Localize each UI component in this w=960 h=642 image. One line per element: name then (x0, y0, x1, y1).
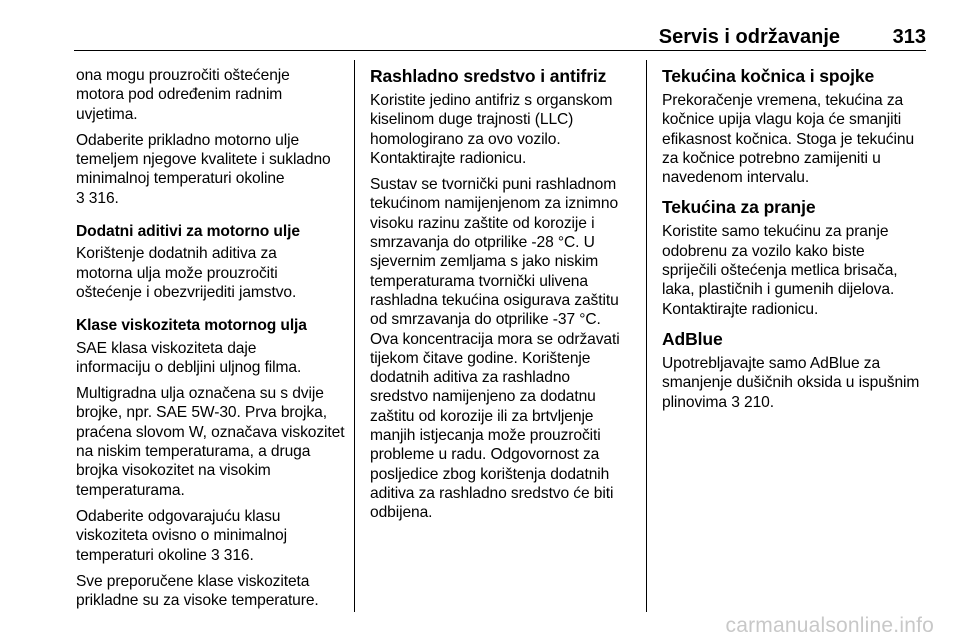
watermark: carmanualsonline.info (725, 614, 934, 637)
section-heading: AdBlue (662, 328, 723, 349)
paragraph (76, 131, 348, 208)
section-heading: Tekućina za pranje (662, 197, 816, 218)
paragraph: Sve preporučene klase viskoziteta prikladne su za visoke temperature. (76, 572, 319, 610)
paragraph: SAE klasa viskoziteta daje informaciju o debljini uljnog filma. (76, 339, 302, 376)
paragraph: ona mogu prouzročiti oštećenje motora pod određenim radnim uvjetima. (76, 67, 290, 123)
section-heading: Dodatni aditivi za motorno ulje (76, 223, 300, 241)
paragraph: Upotrebljavajte samo AdBlue za smanjenje dušičnih oksida u ispušnim plinovima 3 210. (662, 354, 920, 411)
page-header-title: Servis i održavanje (658, 26, 840, 48)
section-heading: Tekućina kočnica i spojke (662, 66, 875, 86)
paragraph: Sustav se tvornički puni rashladnom tekućinom namijenjenom za iznimno visoku razinu zaštite od korozije i smrzavanja do otprilike -28 °C. U sjevernim zemljama s jako niskim temperaturama tvornički ulivena rashladna tekućina osigurava zaštitu od smrzavanja do otprilike -37 °C. Ova koncentracija mora se održavati tijekom čitave godine. Korištenje dodatnih aditiva za rashladno sredstvo namijenjeno za dodatnu zaštitu od korozije ili za brtvljenje manjih istjecanja može prouzročiti probleme u radu. Odgovornost za posljedice zbog korištenja dodatnih aditiva za rashladno sredstvo će biti odbijena. (370, 176, 620, 522)
page-number: 313 (892, 26, 926, 48)
paragraph: Odaberite odgovarajuću klasu viskoziteta ovisno o minimalnoj temperaturi okoline 3 316. (76, 507, 287, 564)
header-rule (74, 50, 926, 51)
paragraph: Korištenje dodatnih aditiva za motorna ulja može prouzročiti oštećenje i obezvrijediti jamstvo. (76, 245, 297, 301)
section-heading: Klase viskoziteta motornog ulja (76, 317, 307, 335)
paragraph: Multigradna ulja označena su s dvije brojke, npr. SAE 5W-30. Prva brojka, praćena slovom W, označava viskozitet na niskim temperaturama, a druga brojka visokozitet na visokim temperaturama. (76, 385, 345, 499)
column-divider-1 (354, 60, 355, 612)
paragraph: Koristite jedino antifriz s organskom kiselinom duge trajnosti (LLC) homologirano za ovo vozilo. Kontaktirajte radionicu. (370, 92, 613, 167)
paragraph: Prekoračenje vremena, tekućina za kočnice upija vlagu koja će smanjiti efikasnost kočnica. Stoga je tekućinu za kočnice potrebno zamijeniti u navedenom intervalu. (662, 92, 915, 187)
column-3 (662, 66, 930, 419)
section-heading: Rashladno sredstvo i antifriz (370, 66, 607, 86)
paragraph-text: Odaberite prikladno motorno ulje temeljem njegove kvalitete i sukladno minimalnoj temperaturi okoline (76, 131, 331, 188)
column-divider-2 (646, 60, 647, 612)
column-2 (370, 66, 632, 530)
page-reference[interactable]: 3 316. (76, 189, 119, 207)
paragraph: Koristite samo tekućinu za pranje odobrenu za vozilo kako biste spriječili oštećenja metlica brisača, laka, plastičnih i gumenih dijelova. Kontaktirajte radionicu. (662, 223, 898, 318)
column-1 (76, 66, 348, 617)
